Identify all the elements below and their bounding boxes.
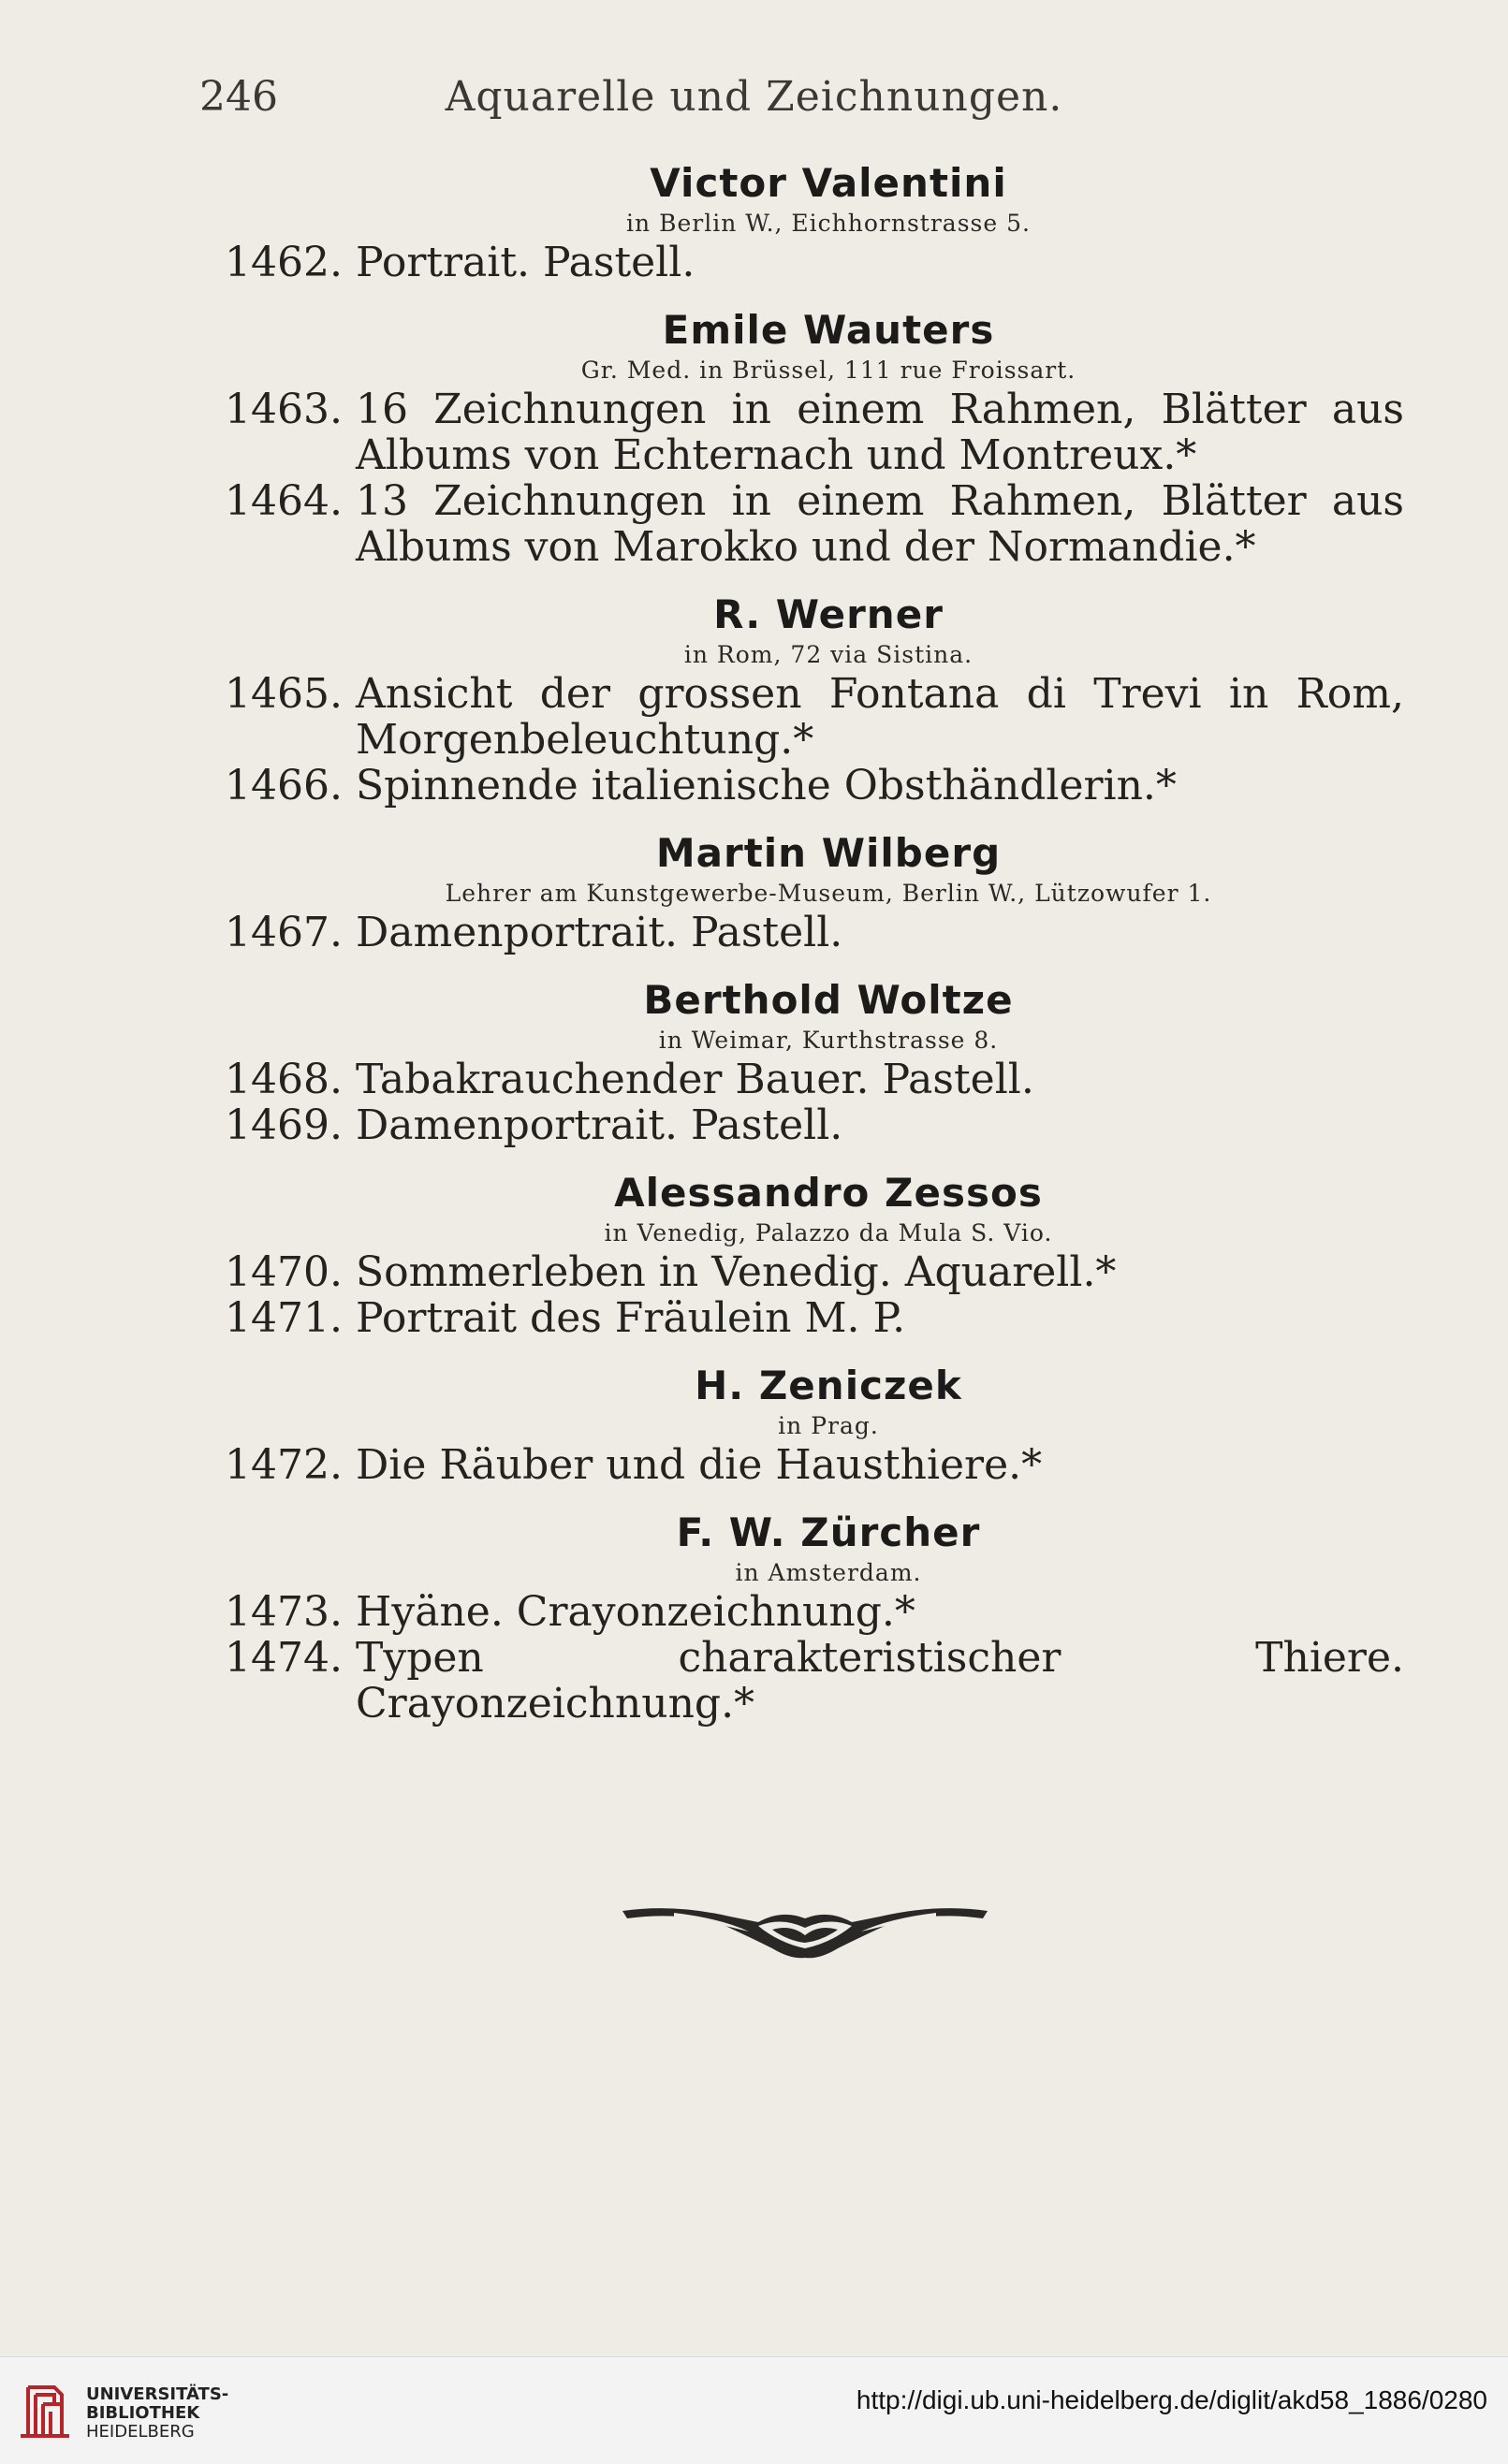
entry-title: Damenportrait. Pastell. [356,909,843,956]
entry-number: 1467. [225,909,343,956]
entry-number: 1473. [225,1588,343,1636]
entry-title: Sommerleben in Venedig. Aquarell.* [356,1248,1117,1296]
entry-title: Portrait des Fräulein M. P. [356,1294,906,1342]
artist-name: Martin Wilberg [655,830,1002,876]
page-title: Aquarelle und Zeichnungen. [445,73,1063,121]
artist-name: H. Zeniczek [695,1363,962,1408]
entry-title: Typen charakteristischer Thiere. Crayonzeichnung.* [356,1634,1404,1728]
artist-heading [225,1509,1404,1589]
entry-number: 1472. [225,1441,343,1489]
entry-number: 1465. [225,670,343,718]
artist-name: Victor Valentini [650,160,1007,206]
catalogue-entry [225,1057,1404,1102]
catalogue-entry [225,478,1404,570]
catalogue-entry [225,671,1404,763]
catalogue-entry [225,1295,1404,1341]
catalogue-entry [225,1102,1404,1148]
artist-heading [225,1169,1404,1249]
catalogue-entry [225,1589,1404,1635]
catalogue-entry [225,910,1404,955]
artist-name: Alessandro Zessos [614,1170,1043,1216]
entry-number: 1464. [225,477,343,525]
catalogue-entry [225,763,1404,809]
artist-name: F. W. Zürcher [676,1509,981,1555]
university-library-logo-icon [17,2382,73,2442]
artist-address: in Berlin W., Eichhornstrasse 5. [626,210,1031,237]
entry-number: 1468. [225,1056,343,1103]
artist-heading [225,976,1404,1057]
entry-number: 1462. [225,239,343,286]
tailpiece-ornament-icon [618,1890,992,1965]
catalogue-entry [225,386,1404,478]
entry-number: 1474. [225,1634,343,1682]
artist-name: R. Werner [713,591,944,637]
entry-number: 1470. [225,1248,343,1296]
artist-heading [225,829,1404,910]
catalogue-entry [225,1635,1404,1727]
entry-number: 1469. [225,1101,343,1149]
library-footer [0,2356,1508,2464]
artist-heading [225,1362,1404,1442]
artist-address: in Weimar, Kurthstrasse 8. [658,1027,999,1054]
entry-title: Portrait. Pastell. [356,239,695,286]
library-name-line: UNIVERSITÄTS- [86,2384,229,2404]
artist-address: in Amsterdam. [735,1559,922,1586]
catalogue-content [225,159,1404,1727]
artist-heading [225,159,1404,240]
artist-heading [225,590,1404,671]
entry-title: Ansicht der grossen Fontana di Trevi in Rom, Morgenbeleuchtung.* [356,670,1404,764]
source-url[interactable]: http://digi.ub.uni-heidelberg.de/diglit/akd58_1886/0280 [856,2385,1487,2414]
artist-address: in Prag. [778,1412,879,1439]
page-number: 246 [199,73,278,121]
entry-number: 1466. [225,762,343,809]
catalogue-entry [225,1442,1404,1488]
catalogue-entry [225,240,1404,285]
entry-number: 1471. [225,1294,343,1342]
artist-address: Gr. Med. in Brüssel, 111 rue Froissart. [580,357,1076,384]
entry-title: Hyäne. Crayonzeichnung.* [356,1588,915,1636]
entry-title: Damenportrait. Pastell. [356,1101,843,1149]
artist-name: Emile Wauters [662,307,995,353]
running-head [0,73,1508,129]
library-name [86,2385,228,2442]
entry-title: 13 Zeichnungen in einem Rahmen, Blätter aus Albums von Marokko und der Normandie.* [356,477,1404,571]
entry-number: 1463. [225,386,343,433]
entry-title: Die Räuber und die Hausthiere.* [356,1441,1043,1489]
entry-title: Spinnende italienische Obsthändlerin.* [356,762,1177,809]
artist-address: Lehrer am Kunstgewerbe-Museum, Berlin W., Lützowufer 1. [445,880,1212,907]
catalogue-entry [225,1249,1404,1295]
artist-address: in Venedig, Palazzo da Mula S. Vio. [604,1219,1053,1247]
entry-title: 16 Zeichnungen in einem Rahmen, Blätter aus Albums von Echternach und Montreux.* [356,386,1404,479]
artist-heading [225,306,1404,386]
library-name-line: BIBLIOTHEK [86,2403,200,2423]
entry-title: Tabakrauchender Bauer. Pastell. [356,1056,1034,1103]
artist-address: in Rom, 72 via Sistina. [683,641,974,668]
library-name-line: HEIDELBERG [86,2422,195,2442]
artist-name: Berthold Woltze [643,977,1014,1023]
